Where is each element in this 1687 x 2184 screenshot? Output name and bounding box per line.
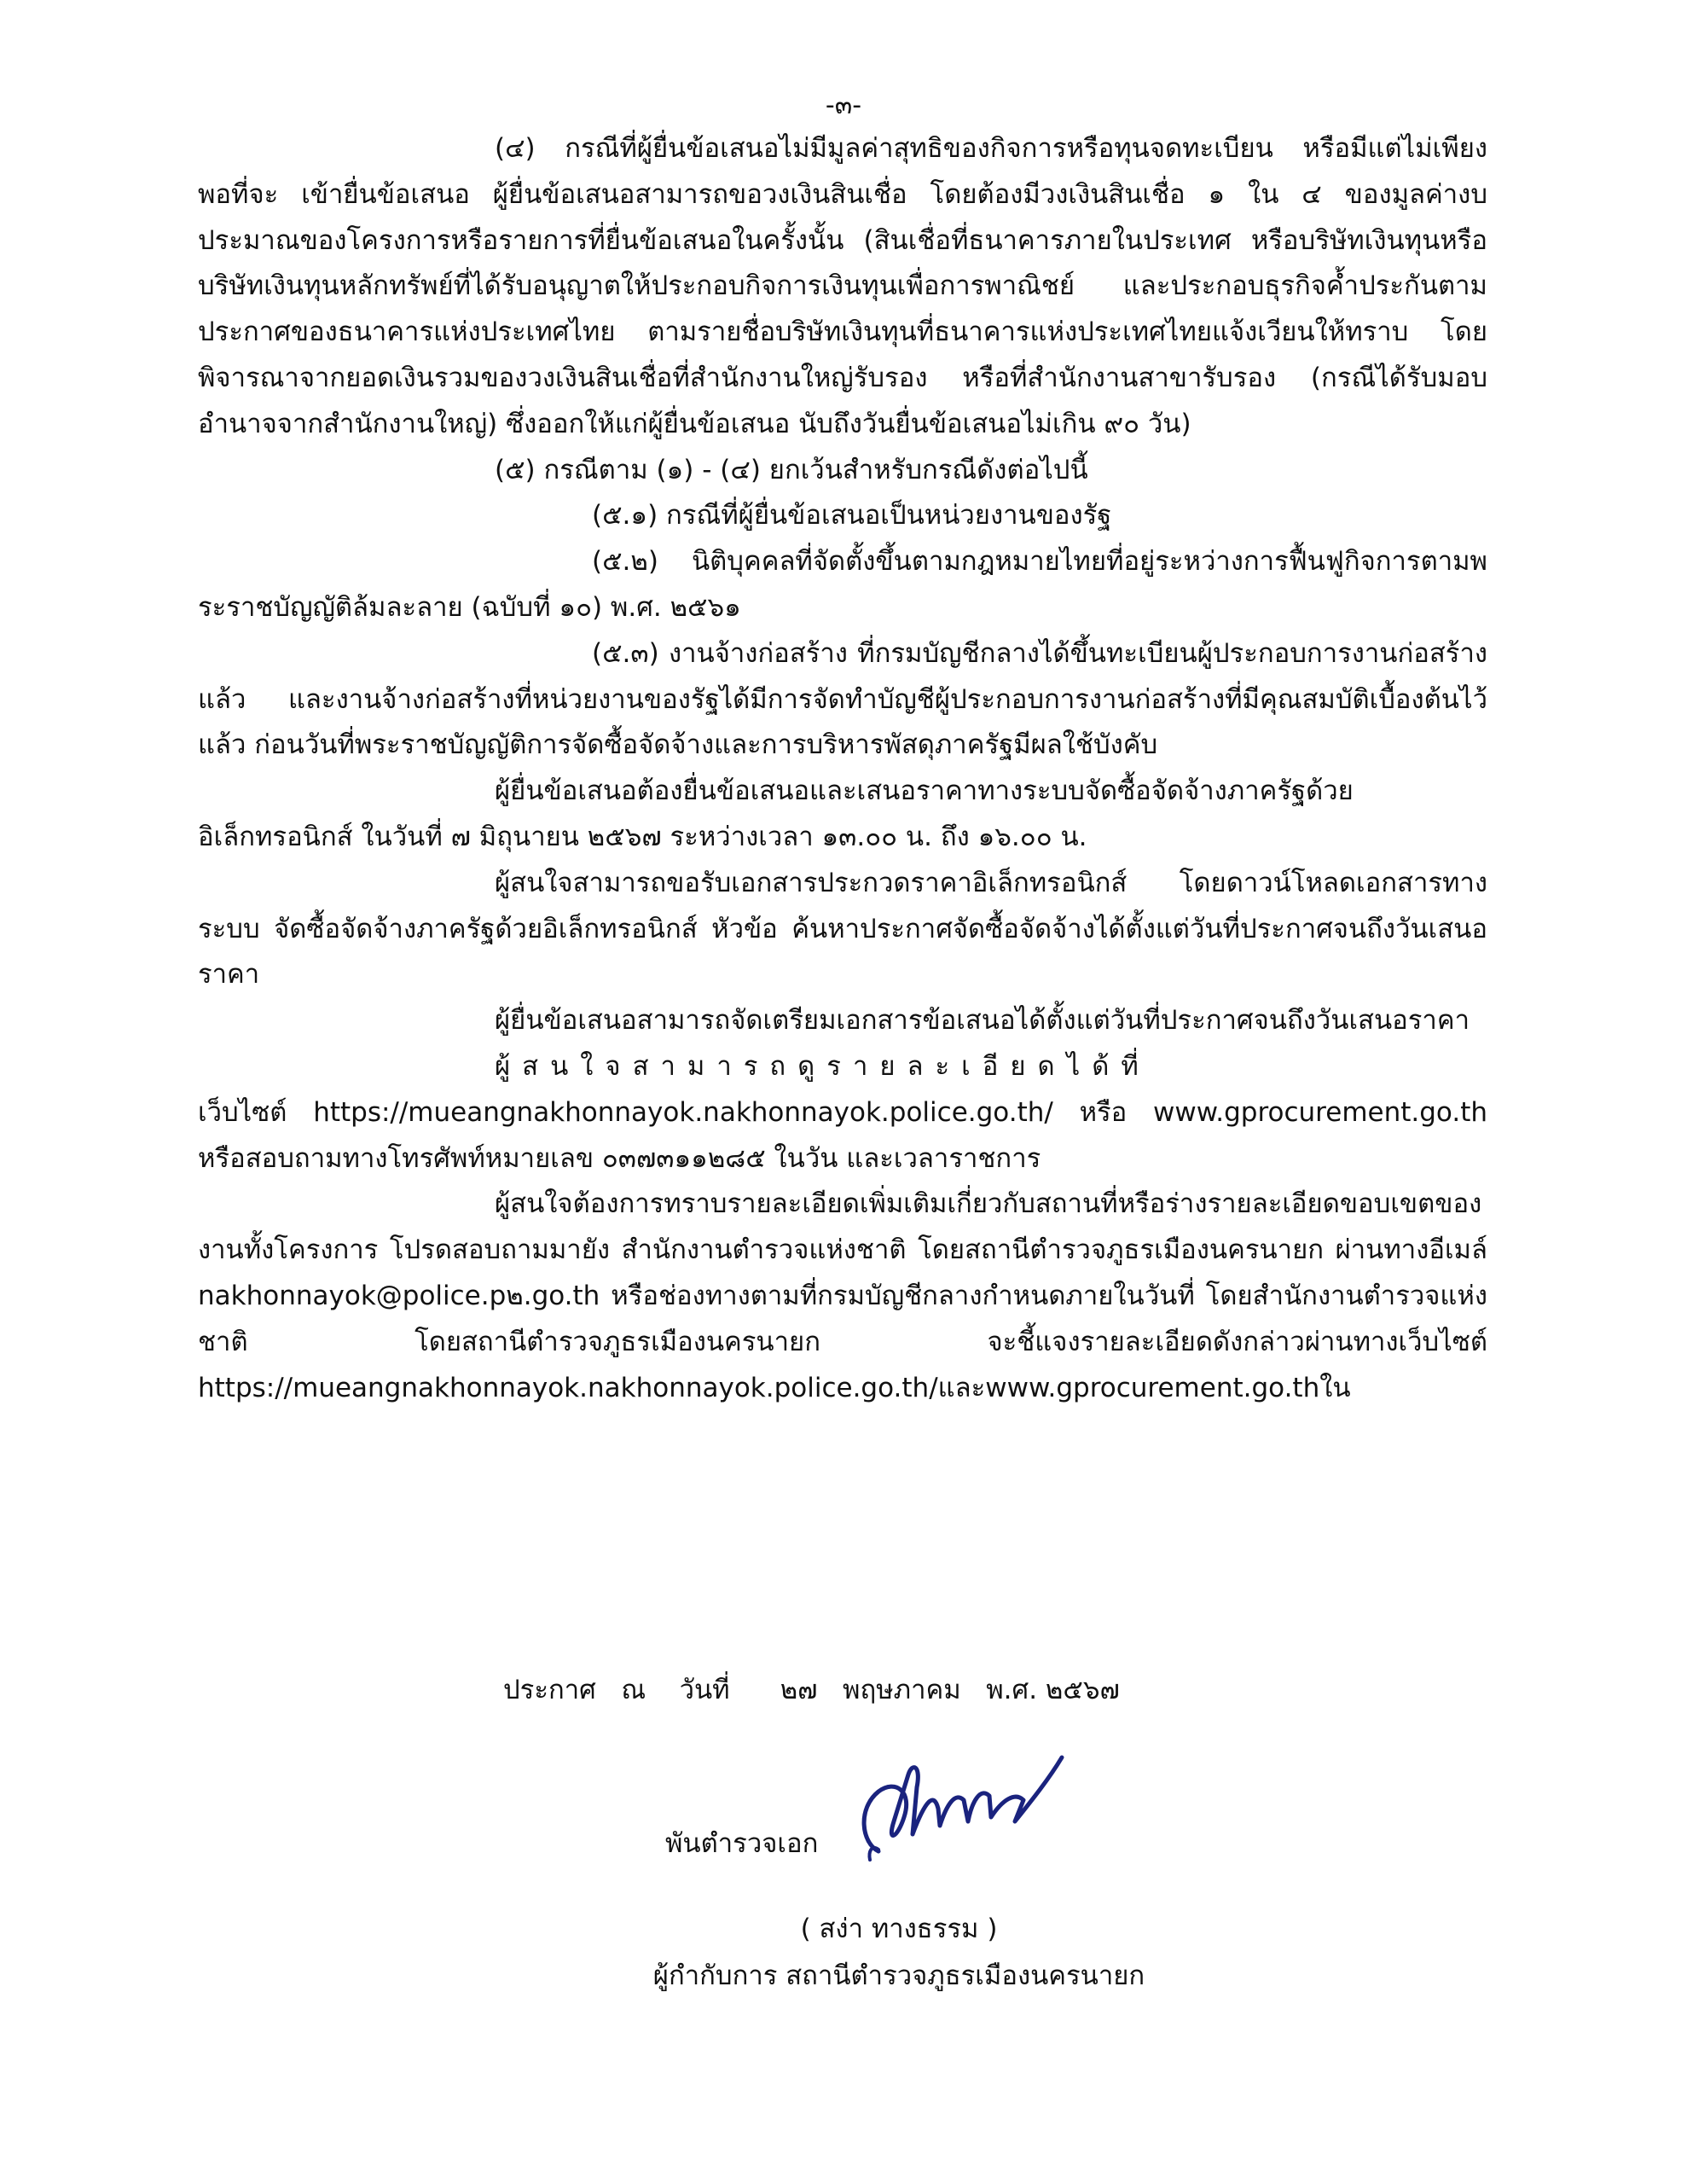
paragraph-credit-line: (๔) กรณีที่ผู้ยื่นข้อเสนอไม่มีมูลค่าสุทธิของกิจการหรือทุนจดทะเบียน หรือมีแต่ไม่เพียงพอที่จะ เข้ายื่นข้อเสนอ ผู้ยื่นข้อเสนอสามารถขอวงเงินสินเชื่อ โดยต้องมีวงเงินสินเชื่อ ๑ ใน ๔ ของมูลค่างบประมาณของโครงการหรือรายการที่ยื่นข้อเสนอในครั้งนั้น (สินเชื่อที่ธนาคารภายในประเทศ หรือบริษัทเงินทุนหรือบริษัทเงินทุนหลักทรัพย์ที่ได้รับอนุญาตให้ประกอบกิจการเงินทุนเพื่อการพาณิชย์ และประกอบธุรกิจค้ำประกันตามประกาศของธนาคารแห่งประเทศไทย ตามรายชื่อบริษัทเงินทุนที่ธนาคารแห่งประเทศไทยแจ้งเวียนให้ทราบ โดยพิจารณาจากยอดเงินรวมของวงเงินสินเชื่อที่สำนักงานใหญ่รับรอง หรือที่สำนักงานสาขารับรอง (กรณีได้รับมอบอำนาจจากสำนักงานใหญ่) ซึ่งออกให้แก่ผู้ยื่นข้อเสนอ นับถึงวันยื่นข้อเสนอไม่เกิน ๙๐ วัน) (198, 133, 1487, 439)
signer-rank: พันตำรวจเอก (665, 1828, 819, 1859)
paragraph-contact: ผู้สนใจต้องการทราบรายละเอียดเพิ่มเติมเกี่ยวกับสถานที่หรือร่างรายละเอียดขอบเขตของ งานทั้งโครงการ โปรดสอบถามมายัง สำนักงานตำรวจแห่งชาติ โดยสถานีตำรวจภูธรเมืองนครนายก ผ่านทางอีเมล์ nakhonnayok@police.p๒.go.th หรือช่องทางตามที่กรมบัญชีกลางกำหนดภายในวันที่ โดยสำนักงานตำรวจแห่งชาติ โดยสถานีตำรวจภูธรเมืองนครนายก จะชี้แจงรายละเอียดดังกล่าวผ่านทางเว็บไซต์ https://mueangnakhonnayok.nakhonnayok.police.go.th/และwww.gprocurement.go.thใน (198, 1188, 1487, 1403)
paragraph-prepare: ผู้ยื่นข้อเสนอสามารถจัดเตรียมเอกสารข้อเสนอได้ตั้งแต่วันที่ประกาศจนถึงวันเสนอราคา (495, 1005, 1470, 1037)
signature (844, 1740, 1083, 1877)
paragraph-website: เว็บไซต์ https://mueangnakhonnayok.nakhonnayok.police.go.th/ หรือ www.gprocurement.go.th หรือสอบถามทางโทรศัพท์หมายเลข ๐๓๗๓๑๑๒๘๕ ในวัน และเวลาราชการ (198, 1096, 1487, 1174)
page-number: -๓- (825, 90, 862, 120)
paragraph-submission: ผู้ยื่นข้อเสนอต้องยื่นข้อเสนอและเสนอราคาทางระบบจัดซื้อจัดจ้างภาครัฐด้วยอิเล็กทรอนิกส์ ในวันที่ ๗ มิถุนายน ๒๕๖๗ ระหว่างเวลา ๑๓.๐๐ น. ถึง ๑๖.๐๐ น. (198, 775, 1354, 852)
paragraph-details-heading: ผู้สนใจสามารถดูรายละเอียดได้ที่ (495, 1050, 1151, 1082)
signer-position: ผู้กำกับการ สถานีตำรวจภูธรเมืองนครนายก (652, 1960, 1145, 1991)
document-body (198, 126, 1487, 1411)
paragraph-exceptions: (๕) กรณีตาม (๑) - (๔) ยกเว้นสำหรับกรณีดังต่อไปนี้ (495, 454, 1088, 485)
paragraph-exception-5-2: (๕.๒) นิติบุคคลที่จัดตั้งขึ้นตามกฎหมายไทยที่อยู่ระหว่างการฟื้นฟูกิจการตามพระราชบัญญัติล้มละลาย (ฉบับที่ ๑๐) พ.ศ. ๒๕๖๑ (198, 546, 1487, 623)
paragraph-exception-5-1: (๕.๑) กรณีที่ผู้ยื่นข้อเสนอเป็นหน่วยงานของรัฐ (592, 500, 1112, 531)
announcement-date: ประกาศ ณ วันที่ ๒๗ พฤษภาคม พ.ศ. ๒๕๖๗ (503, 1675, 1120, 1705)
paragraph-download: ผู้สนใจสามารถขอรับเอกสารประกวดราคาอิเล็กทรอนิกส์ โดยดาวน์โหลดเอกสารทางระบบ จัดซื้อจัดจ้างภาครัฐด้วยอิเล็กทรอนิกส์ หัวข้อ ค้นหาประกาศจัดซื้อจัดจ้างได้ตั้งแต่วันที่ประกาศจนถึงวันเสนอ ราคา (198, 867, 1487, 990)
paragraph-exception-5-3: (๕.๓) งานจ้างก่อสร้าง ที่กรมบัญชีกลางได้ขึ้นทะเบียนผู้ประกอบการงานก่อสร้าง แล้ว และงานจ้างก่อสร้างที่หน่วยงานของรัฐได้มีการจัดทำบัญชีผู้ประกอบการงานก่อสร้างที่มีคุณสมบัติเบื้องต้นไว้แล้ว ก่อนวันที่พระราชบัญญัติการจัดซื้อจัดจ้างและการบริหารพัสดุภาครัฐมีผลใช้บังคับ (198, 637, 1487, 761)
signer-name: ( สง่า ทางธรรม ) (800, 1914, 998, 1944)
